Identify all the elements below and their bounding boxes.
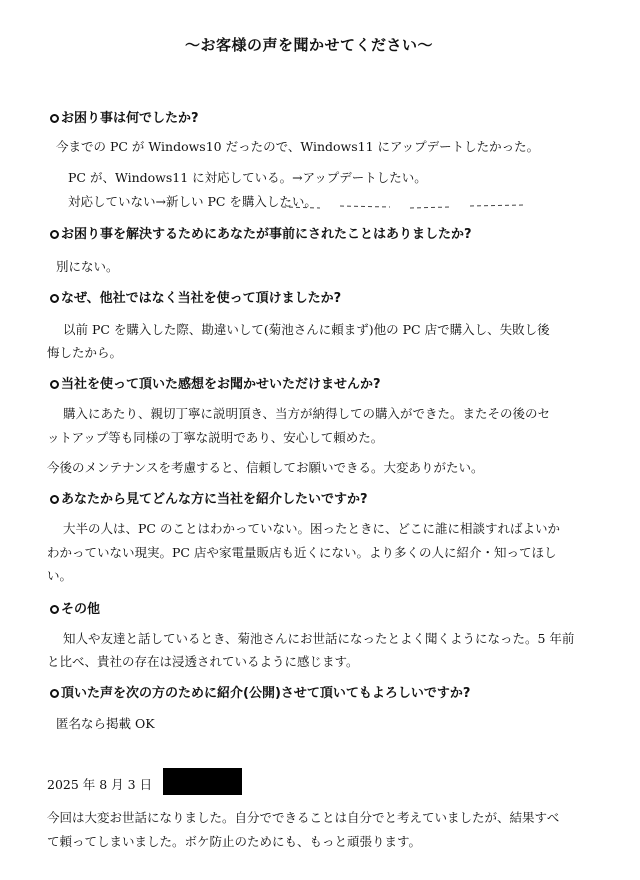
question-impressions: 当社を使って頂いた感想をお聞かせいただけませんか? [50, 373, 381, 392]
answer-line: 匿名なら掲載 OK [56, 716, 155, 731]
handwritten-stroke-mark [280, 201, 530, 211]
closing-line: 今回は大変お世話になりました。自分でできることは自分でと考えていましたが、結果すべ [47, 810, 560, 825]
answer-line: と比べ、貴社の存在は浸透されているように感じます。 [47, 654, 359, 669]
answer-line: 今までの PC が Windows10 だったので、Windows11 にアップデートしたかった。 [56, 139, 540, 154]
question-troubles: お困り事は何でしたか? [50, 107, 199, 126]
response-date: 2025 年 8 月 3 日 [47, 777, 153, 792]
answer-line: 大半の人は、PC のことはわかっていない。困ったときに、どこに誰に相談すればよいか [63, 521, 560, 536]
closing-line: て頼ってしまいました。ボケ防止のためにも、もっと頑張ります。 [47, 834, 422, 849]
answer-line: い。 [47, 568, 73, 583]
answer-line: 以前 PC を購入した際、勘違いして(菊池さんに頼まず)他の PC 店で購入し、失敗し後 [63, 322, 550, 337]
circle-marker-icon [50, 689, 59, 698]
answer-line: 購入にあたり、親切丁寧に説明頂き、当方が納得しての購入ができた。またその後のセ [63, 406, 551, 421]
circle-marker-icon [50, 230, 59, 239]
question-recommend-to: あなたから見てどんな方に当社を紹介したいですか? [50, 488, 368, 507]
answer-line: 対応していない→新しい PC を購入したい。 [68, 194, 317, 209]
question-why-us: なぜ、他社ではなく当社を使って頂けましたか? [50, 287, 341, 306]
question-publish-permission: 頂いた声を次の方のために紹介(公開)させて頂いてもよろしいですか? [50, 682, 470, 701]
answer-line: 別にない。 [56, 259, 119, 274]
page-title: 〜お客様の声を聞かせてください〜 [185, 36, 434, 54]
question-prior-action: お困り事を解決するためにあなたが事前にされたことはありましたか? [50, 223, 472, 242]
answer-line: PC が、Windows11 に対応している。→アップデートしたい。 [68, 170, 427, 185]
question-other: その他 [50, 598, 100, 617]
answer-line: ットアップ等も同様の丁寧な説明であり、安心して頼めた。 [47, 430, 384, 445]
redacted-name-block [163, 768, 242, 795]
circle-marker-icon [50, 495, 59, 504]
circle-marker-icon [50, 114, 59, 123]
circle-marker-icon [50, 380, 59, 389]
answer-line: 今後のメンテナンスを考慮すると、信頼してお願いできる。大変ありがたい。 [47, 460, 484, 475]
answer-line: わかっていない現実。PC 店や家電量販店も近くにない。より多くの人に紹介・知ってほし [47, 545, 557, 560]
circle-marker-icon [50, 294, 59, 303]
answer-line: 知人や友達と話しているとき、菊池さんにお世話になったとよく聞くようになった。5 年前 [63, 631, 575, 646]
circle-marker-icon [50, 605, 59, 614]
answer-line: 悔したから。 [47, 345, 123, 360]
